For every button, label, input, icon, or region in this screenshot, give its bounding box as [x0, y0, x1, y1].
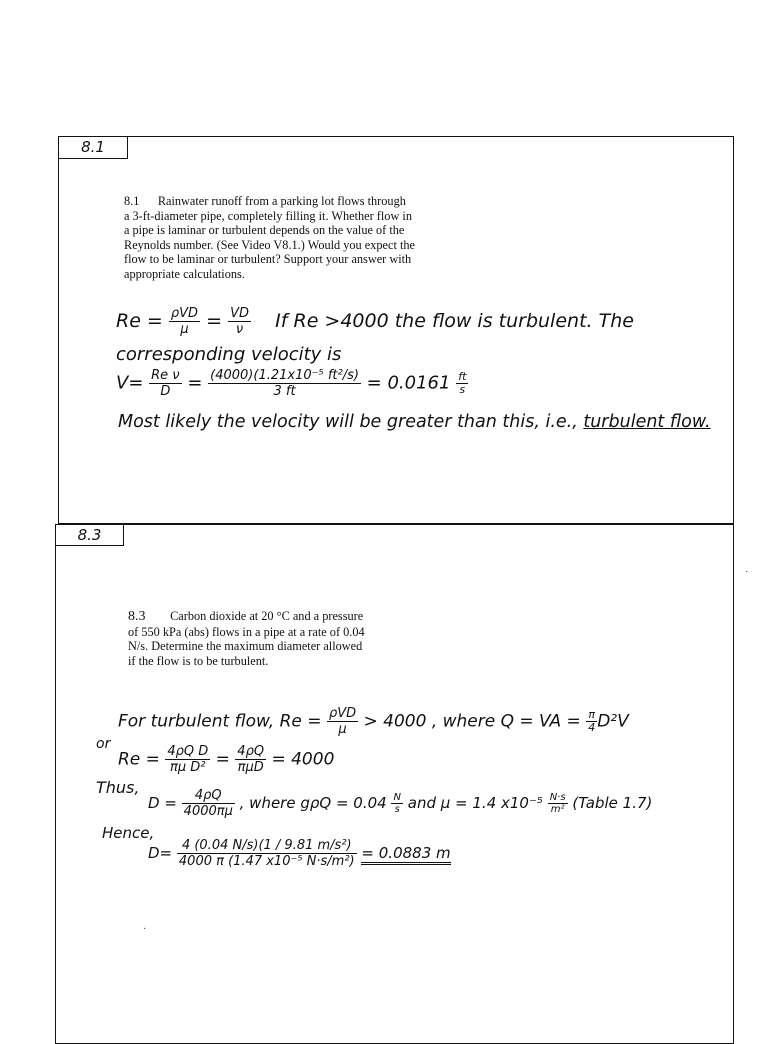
problem-line-text: Carbon dioxide at 20 °C and a pressure	[170, 609, 364, 623]
l1-frac2-num: π	[586, 709, 597, 722]
re-frac2-num: VD	[230, 306, 249, 321]
diameter-result-line	[148, 838, 451, 869]
turbulent-flow-line	[118, 706, 629, 737]
turbulence-condition: If Re >4000 the flow is turbulent. The	[275, 310, 634, 332]
l3-where: , where gρQ = 0.04	[239, 794, 387, 812]
l1-re: Re =	[279, 711, 322, 732]
section-8-3-frame	[55, 524, 734, 1044]
problem-line: flow to be laminar or turbulent? Support your answer with	[124, 252, 412, 267]
l2-fraction-1	[165, 744, 210, 775]
velocity-equation-line	[116, 368, 468, 399]
l3-frac-num: 4ρQ	[182, 788, 235, 804]
problem-line-text: Rainwater runoff from a parking lot flows through	[157, 194, 406, 208]
v-fraction-2	[208, 368, 361, 399]
problem-line	[124, 194, 464, 209]
problem-line: a pipe is laminar or turbulent depends on the value of the	[124, 223, 405, 238]
section-8-3-label: 8.3	[55, 524, 124, 546]
corresponding-velocity-line: corresponding velocity is	[116, 344, 342, 365]
l2-frac1-num: 4ρQ D	[167, 744, 209, 759]
stray-mark: ·	[143, 924, 147, 935]
l4-result: = 0.0883 m	[361, 844, 450, 865]
l3-u1-num: N	[393, 792, 401, 803]
or-label: or	[96, 736, 111, 752]
l1-mid: > 4000 , where Q = VA =	[363, 711, 581, 732]
l2-eq: =	[215, 749, 230, 770]
re-eq: =	[206, 310, 223, 332]
problem-line: if the flow is to be turbulent.	[128, 653, 269, 668]
problem-8-3-statement	[128, 609, 448, 668]
l2-frac2-den: πμD	[237, 760, 264, 775]
v-lhs: V=	[116, 372, 144, 394]
l1-frac-num: ρVD	[328, 706, 357, 721]
v-fraction-1	[149, 368, 181, 399]
conclusion-line	[118, 412, 711, 432]
v-unit-den: s	[459, 383, 466, 396]
reynolds-discharge-line	[118, 744, 334, 775]
l1-frac2-den: 4	[588, 721, 596, 734]
stray-mark: ·	[745, 567, 749, 578]
v-eq: =	[187, 372, 203, 394]
l1-fraction	[327, 706, 358, 737]
l2-frac2-num: 4ρQ	[237, 744, 265, 759]
re-frac1-den: μ	[180, 322, 189, 337]
l3-u1-den: s	[394, 804, 400, 815]
l3-d: D =	[148, 794, 177, 812]
l4-frac-num: 4 (0.04 N/s)(1 / 9.81 m/s²)	[177, 838, 357, 854]
problem-line: appropriate calculations.	[124, 266, 245, 281]
problem-line: Reynolds number. (See Video V8.1.) Would you expect the	[124, 237, 415, 252]
problem-line: N/s. Determine the maximum diameter allowed	[128, 639, 363, 654]
re-frac1-num: ρVD	[170, 306, 199, 321]
problem-line: a 3-ft-diameter pipe, completely filling it. Whether flow in	[124, 208, 412, 223]
l2-frac1-den: πμ D²	[170, 760, 206, 775]
re-frac2-den: ν	[235, 322, 244, 337]
l3-u2-den: m²	[550, 804, 565, 815]
l3-unit-2	[548, 792, 568, 815]
conclusion-answer: turbulent flow.	[583, 412, 711, 432]
l3-u2-num: N·s	[549, 792, 566, 803]
l1-end: D²V	[597, 711, 629, 732]
re-fraction-1	[169, 306, 200, 337]
l1-prefix: For turbulent flow,	[118, 711, 275, 732]
problem-line: of 550 kPa (abs) flows in a pipe at a rate of 0.04	[128, 624, 365, 639]
re-fraction-2	[228, 306, 251, 337]
l2-re: Re =	[118, 749, 160, 770]
hence-label: Hence,	[102, 824, 155, 842]
l3-table: (Table 1.7)	[572, 794, 653, 812]
l3-fraction	[182, 788, 235, 819]
v-unit	[456, 371, 468, 396]
problem-8-1-statement	[124, 194, 464, 282]
v-frac1-den: D	[160, 384, 171, 399]
l4-fraction	[177, 838, 357, 869]
v-frac2-num: (4000)(1.21x10⁻⁵ ft²/s)	[210, 368, 359, 383]
l1-frac-den: μ	[338, 722, 347, 737]
v-frac1-num: Re ν	[151, 368, 180, 383]
l3-and: and μ = 1.4 x10⁻⁵	[407, 794, 543, 812]
l3-frac-den: 4000πμ	[183, 804, 233, 819]
l4-frac-den: 4000 π (1.47 x10⁻⁵ N·s/m²)	[178, 854, 355, 869]
thus-label: Thus,	[96, 778, 140, 797]
l3-unit-1	[391, 792, 402, 815]
problem-number: 8.1	[124, 194, 140, 208]
problem-line	[128, 609, 448, 625]
l2-fraction-2	[235, 744, 266, 775]
re-lhs: Re =	[116, 310, 163, 332]
reynolds-equation-line	[116, 306, 634, 337]
section-8-1-label: 8.1	[58, 136, 128, 159]
conclusion-prefix: Most likely the velocity will be greater than this, i.e.,	[118, 412, 578, 432]
v-unit-num: ft	[458, 370, 467, 383]
l4-d: D=	[148, 844, 173, 862]
diameter-formula-line	[148, 788, 652, 819]
v-result: = 0.0161	[366, 372, 451, 394]
l2-end: = 4000	[271, 749, 335, 770]
l1-fraction-2	[586, 709, 597, 734]
problem-number: 8.3	[128, 609, 146, 624]
v-frac2-den: 3 ft	[273, 384, 296, 399]
